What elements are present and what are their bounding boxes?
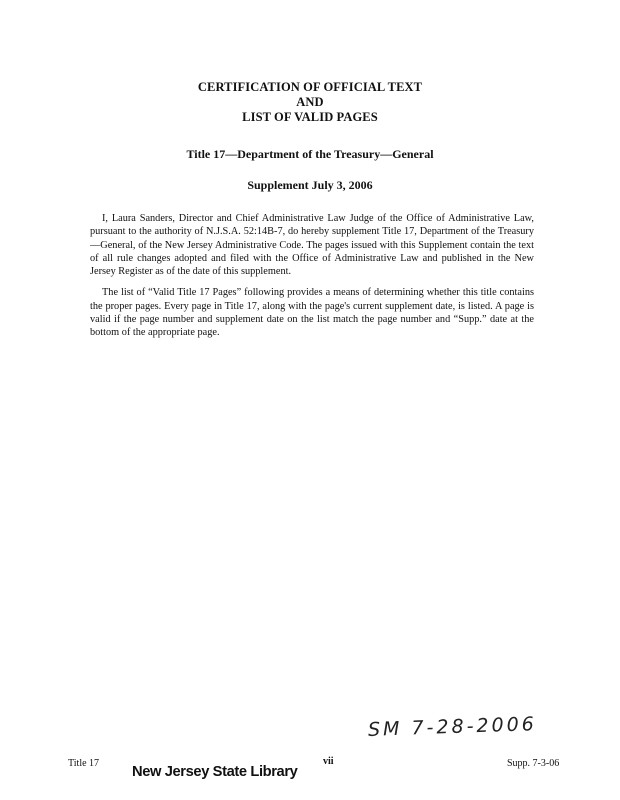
certification-title bbox=[0, 80, 620, 125]
supplement-date-heading: Supplement July 3, 2006 bbox=[247, 178, 373, 192]
body-paragraph-1: I, Laura Sanders, Director and Chief Administrative Law Judge of the Office of Administrative Law, pursuant to the authority of N.J.S.A. 52:14B-7, do hereby supplement Title 17, Department of the Treasury—General, of the New Jersey Administrative Code. The pages issued with this Supplement contain the text of all rule changes adopted and filed with the Office of Administrative Law and published in the New Jersey Register as of the date of this supplement. bbox=[90, 213, 534, 278]
library-stamp: New Jersey State Library bbox=[132, 763, 298, 780]
title-line-1: CERTIFICATION OF OFFICIAL TEXT bbox=[197, 80, 423, 94]
title-line-3: LIST OF VALID PAGES bbox=[242, 110, 378, 124]
certification-body bbox=[90, 212, 534, 340]
page-number: vii bbox=[323, 756, 334, 767]
title-subject-heading: Title 17—Department of the Treasury—General bbox=[186, 147, 434, 161]
footer-title-label: Title 17 bbox=[68, 758, 100, 769]
handwritten-annotation: SM 7-28-2006 bbox=[367, 713, 538, 741]
title-line-2: AND bbox=[296, 95, 324, 109]
supplement-date-footer: Supp. 7-3-06 bbox=[507, 758, 560, 769]
body-paragraph-2: The list of “Valid Title 17 Pages” following provides a means of determining whether this title contains the proper pages. Every page in Title 17, along with the page's current supplement date, is listed. A page is valid if the page number and supplement date on the list match the page number and “Supp.” date at the bottom of the appropriate page. bbox=[90, 287, 534, 339]
